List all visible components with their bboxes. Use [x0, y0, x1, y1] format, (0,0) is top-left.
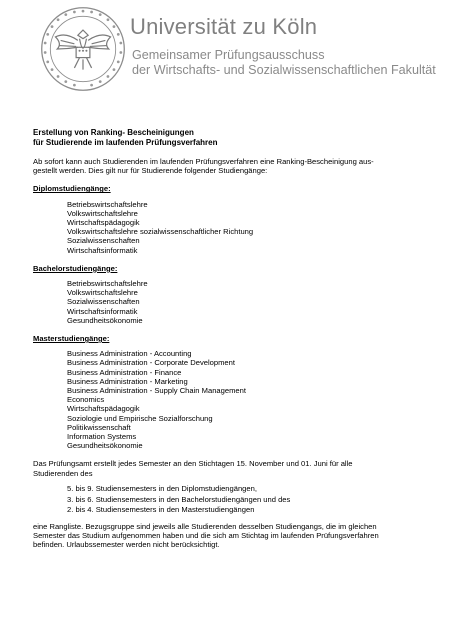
list-item: Wirtschaftsinformatik	[67, 245, 138, 255]
semester-list	[33, 484, 433, 515]
university-seal-icon	[40, 6, 126, 92]
master-list	[33, 349, 433, 450]
list-item: Betriebswirtschaftslehre	[67, 199, 148, 209]
list-item: Gesundheitsökonomie	[67, 315, 143, 325]
list-item: Business Administration - Marketing	[67, 376, 188, 386]
document-title-line-2: für Studierende im laufenden Prüfungsverfahren	[33, 138, 218, 147]
list-item: 2. bis 4. Studiensemesters in den Masterstudiengängen	[67, 505, 255, 515]
list-item: Gesundheitsökonomie	[67, 441, 143, 451]
bachelor-list	[33, 279, 433, 325]
list-item: Wirtschaftsinformatik	[67, 306, 138, 316]
list-item: Politikwissenschaft	[67, 422, 131, 432]
intro-line-2: gestellt werden. Dies gilt nur für Studierende folgender Studiengänge:	[33, 166, 268, 176]
deadline-line-2: Studierenden des	[33, 468, 93, 478]
list-item: Wirtschaftspädagogik	[67, 404, 140, 414]
list-item: Business Administration - Accounting	[67, 349, 192, 359]
list-item: Volkswirtschaftslehre sozialwissenschaftlicher Richtung	[67, 227, 254, 237]
university-name: Universität zu Köln	[130, 14, 318, 39]
list-item: 5. bis 9. Studiensemesters in den Diplomstudiengängen,	[67, 483, 257, 493]
diplom-list	[33, 200, 433, 255]
diplom-heading: Diplomstudiengänge:	[33, 184, 111, 194]
faculty-name: der Wirtschafts- und Sozialwissenschaftlichen Fakultät	[132, 63, 436, 77]
committee-name: Gemeinsamer Prüfungsausschuss	[132, 48, 325, 62]
bachelor-heading: Bachelorstudiengänge:	[33, 263, 118, 273]
document-title-line-1: Erstellung von Ranking- Bescheinigungen	[33, 128, 194, 137]
list-item: Volkswirtschaftslehre	[67, 208, 138, 218]
closing-line-1: eine Rangliste. Bezugsgruppe sind jeweils alle Studierenden desselben Studiengangs, die im gleichen	[33, 522, 377, 531]
master-heading: Masterstudiengänge:	[33, 334, 110, 344]
closing-line-2: Semester das Studium aufgenommen haben und die sich am Stichtag im laufenden Prüfungsverfahren	[33, 531, 379, 541]
list-item: Volkswirtschaftslehre	[67, 288, 138, 298]
list-item: Business Administration - Supply Chain Management	[67, 386, 246, 396]
list-item: Soziologie und Empirische Sozialforschung	[67, 413, 213, 423]
deadline-line-1: Das Prüfungsamt erstellt jedes Semester an den Stichtagen 15. November und 01. Juni für alle	[33, 459, 353, 469]
list-item: Business Administration - Corporate Development	[67, 358, 235, 368]
list-item: Wirtschaftspädagogik	[67, 218, 140, 228]
list-item: 3. bis 6. Studiensemesters in den Bachelorstudiengängen und des	[67, 494, 291, 504]
list-item: Information Systems	[67, 432, 137, 442]
list-item: Betriebswirtschaftslehre	[67, 279, 148, 289]
intro-line-1: Ab sofort kann auch Studierenden im laufenden Prüfungsverfahren eine Ranking-Bescheinigung aus-	[33, 157, 374, 166]
closing-line-3: befinden. Urlaubssemester werden nicht berücksichtigt.	[33, 540, 220, 550]
list-item: Economics	[67, 395, 105, 405]
list-item: Sozialwissenschaften	[67, 236, 140, 246]
list-item: Sozialwissenschaften	[67, 297, 140, 307]
document-body	[33, 128, 433, 550]
list-item: Business Administration - Finance	[67, 367, 182, 377]
